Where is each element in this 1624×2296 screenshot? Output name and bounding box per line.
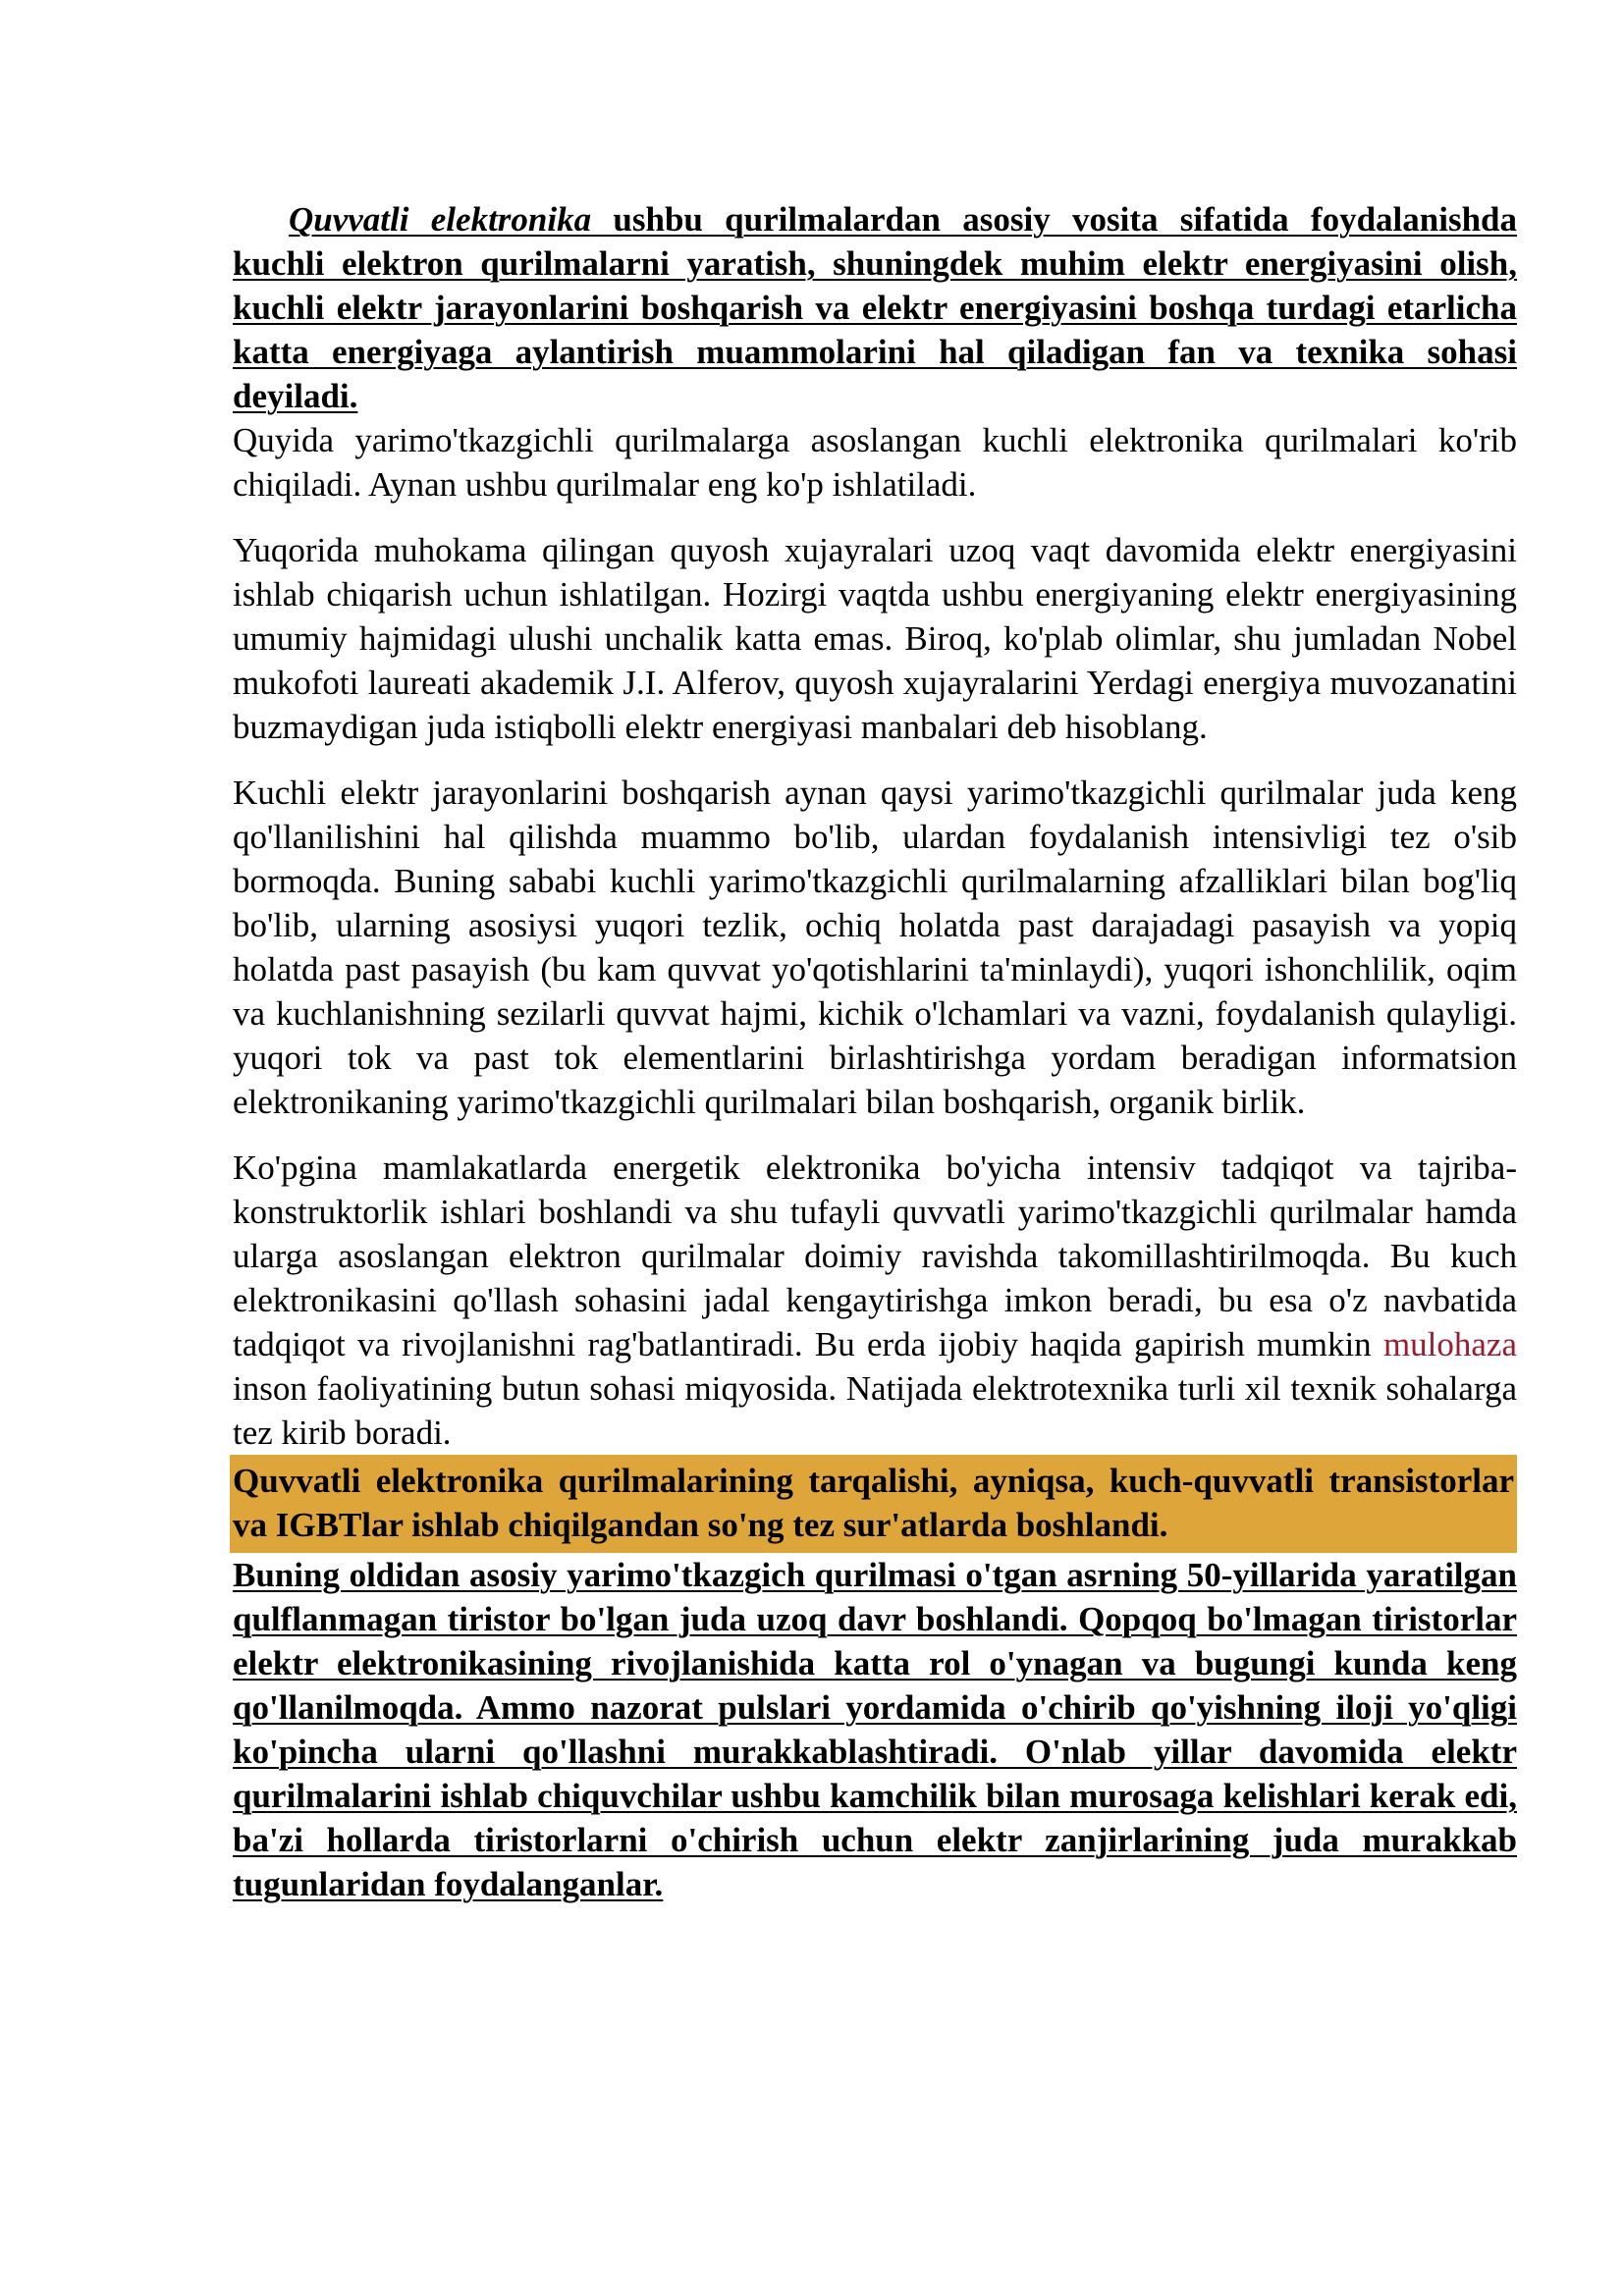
definition-text: ushbu qurilmalardan asosiy vosita sifatida foydalanishda kuchli elektron qurilmalarni yaratish, shuningdek muhim elektr energiyasini olish, kuchli elektr jarayonlarini boshqarish va elektr energiyasini boshqa turdagi etarlicha katta energiyaga aylantirish muammolarini hal qiladigan fan va texnika sohasi deyiladi. (233, 200, 1517, 415)
defined-term: Quvvatli elektronika (289, 200, 592, 239)
definition-paragraph (233, 197, 1517, 418)
paragraph-thyristor-history: Buning oldidan asosiy yarimo'tkazgich qurilmasi o'tgan asrning 50-yillarida yaratilgan qulflanmagan tiristor bo'lgan juda uzoq davr boshlandi. Qopqoq bo'lmagan tiristorlar elektr elektronikasining rivojlanishida katta rol o'ynagan va bugungi kunda keng qo'llanilmoqda. Ammo nazorat pulslari yordamida o'chirib qo'yishning iloji yo'qligi ko'pincha ularni qo'llashni murakkablashtiradi. O'nlab yillar davomida elektr qurilmalarini ishlab chiquvchilar ushbu kamchilik bilan murosaga kelishlari kerak edi, ba'zi hollarda tiristorlarni o'chirish uchun elektr zanjirlarining juda murakkab tugunlaridan foydalanganlar. (233, 1556, 1517, 1903)
mulohaza-link[interactable]: mulohaza (1382, 1325, 1517, 1363)
highlighted-paragraph: Quvvatli elektronika qurilmalarining tarqalishi, ayniqsa, kuch-quvvatli transistorlar va IGBTlar ishlab chiqilgandan so'ng tez sur'atlarda boshlandi. (230, 1455, 1517, 1553)
document-page (233, 197, 1517, 1906)
research-text-before: Ko'pgina mamlakatlarda energetik elektronika bo'yicha intensiv tadqiqot va tajriba-konstruktorlik ishlari boshlandi va shu tufayli quvvatli yarimo'tkazgichli qurilmalar hamda ularga asoslangan elektron qurilmalar doimiy ravishda takomillashtirilmoqda. Bu kuch elektronikasini qo'llash sohasini jadal kengaytirishga imkon beradi, bu esa o'z navbatida tadqiqot va rivojlanishni rag'batlantiradi. Bu erda ijobiy haqida gapirish mumkin (233, 1148, 1517, 1363)
paragraph-solar-cells: Yuqorida muhokama qilingan quyosh xujayralari uzoq vaqt davomida elektr energiyasini ishlab chiqarish uchun ishlatilgan. Hozirgi vaqtda ushbu energiyaning elektr energiyasining umumiy hajmidagi ulushi unchalik katta emas. Biroq, ko'plab olimlar, shu jumladan Nobel mukofoti laureati akademik J.I. Alferov, quyosh xujayralarini Yerdagi energiya muvozanatini buzmaydigan juda istiqbolli elektr energiyasi manbalari deb hisoblang. (233, 531, 1517, 746)
paragraph-semiconductor-intro: Quyida yarimo'tkazgichli qurilmalarga asoslangan kuchli elektronika qurilmalari ko'rib chiqiladi. Aynan ushbu qurilmalar eng ko'p ishlatiladi. (233, 421, 1517, 504)
paragraph-research (233, 1146, 1517, 1455)
research-text-after: inson faoliyatining butun sohasi miqyosida. Natijada elektrotexnika turli xil texnik sohalarga tez kirib boradi. (233, 1369, 1517, 1452)
paragraph-power-control: Kuchli elektr jarayonlarini boshqarish aynan qaysi yarimo'tkazgichli qurilmalar juda keng qo'llanilishini hal qilishda muammo bo'lib, ulardan foydalanish intensivligi tez o'sib bormoqda. Buning sababi kuchli yarimo'tkazgichli qurilmalarning afzalliklari bilan bog'liq bo'lib, ularning asosiysi yuqori tezlik, ochiq holatda past darajadagi pasayish va yopiq holatda past pasayish (bu kam quvvat yo'qotishlarini ta'minlaydi), yuqori ishonchlilik, oqim va kuchlanishning sezilarli quvvat hajmi, kichik o'lchamlari va vazni, foydalanish qulayligi. yuqori tok va past tok elementlarini birlashtirishga yordam beradigan informatsion elektronikaning yarimo'tkazgichli qurilmalari bilan boshqarish, organik birlik. (233, 774, 1517, 1121)
